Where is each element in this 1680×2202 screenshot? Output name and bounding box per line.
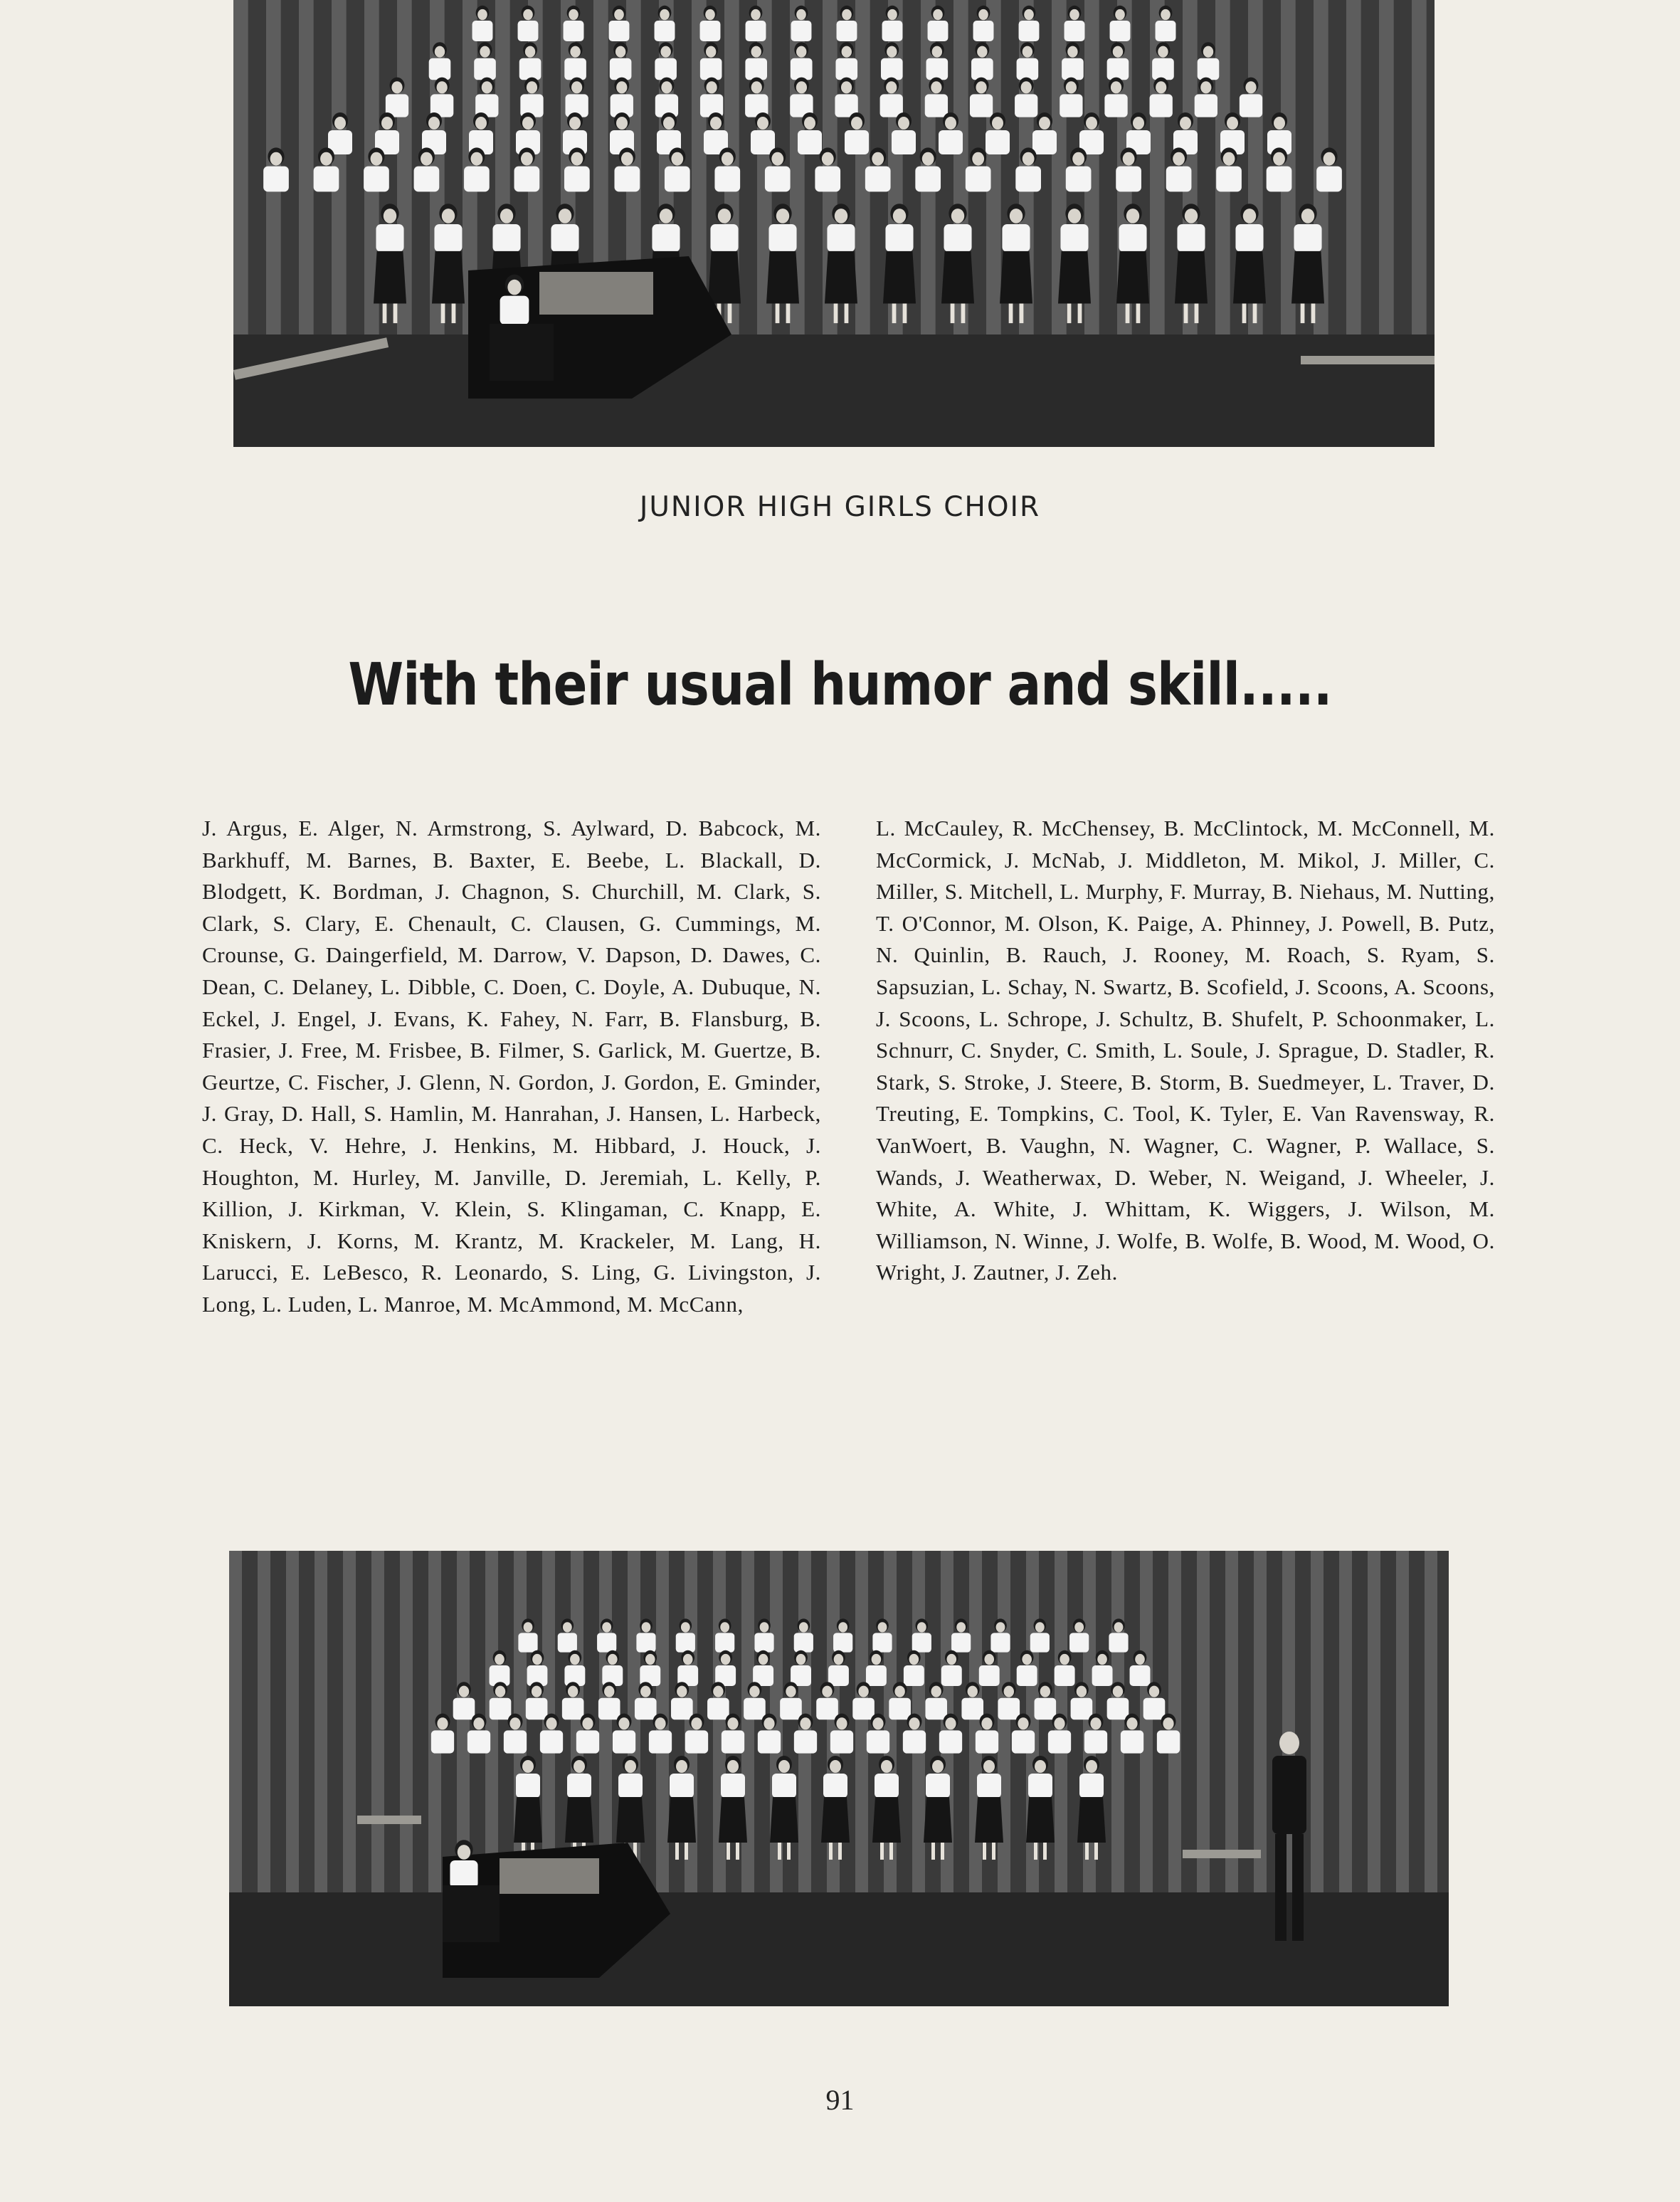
photo-caption: JUNIOR HIGH GIRLS CHOIR xyxy=(639,491,1041,523)
names-column-left: J. Argus, E. Alger, N. Armstrong, S. Aylward, D. Babcock, M. Barkhuff, M. Barnes, B. Baxter, E. Beebe, L. Blackall, D. Blodgett, K. Bordman, J. Chagnon, S. Churchill, M. Clark, S. Clark, S. Clary, E. Chenault, C. Clausen, G. Cummings, M. Crounse, G. Daingerfield, M. Darrow, V. Dapson, D. Dawes, C. Dean, C. Delaney, L. Dibble, C. Doen, C. Doyle, A. Dubuque, N. Eckel, J. Engel, J. Evans, K. Fahey, N. Farr, B. Flansburg, B. Frasier, J. Free, M. Frisbee, B. Filmer, S. Garlick, M. Guertze, B. Geurtze, C. Fischer, J. Glenn, N. Gordon, J. Gordon, E. Gminder, J. Gray, D. Hall, S. Hamlin, M. Hanrahan, J. Hansen, L. Harbeck, C. Heck, V. Hehre, J. Henkins, M. Hibbard, J. Houck, J. Houghton, M. Hurley, M. Janville, D. Jeremiah, L. Kelly, P. Killion, J. Kirkman, V. Klein, S. Klingaman, C. Knapp, E. Kniskern, J. Korns, M. Krantz, M. Krackeler, M. Lang, H. Larucci, E. LeBesco, R. Leonardo, S. Ling, G. Livingston, J. Long, L. Luden, L. Manroe, M. McAmmond, M. McCann, xyxy=(202,816,821,1317)
choir-photo-top xyxy=(233,0,1435,447)
names-column-right: L. McCauley, R. McChensey, B. McClintock, M. McConnell, M. McCormick, J. McNab, J. Middleton, M. Mikol, J. Miller, C. Miller, S. Mitchell, L. Murphy, F. Murray, B. Niehaus, M. Nutting, T. O'Connor, M. Olson, K. Paige, A. Phinney, J. Powell, B. Putz, N. Quinlin, B. Rauch, J. Rooney, M. Roach, S. Ryam, S. Sapsuzian, L. Schay, N. Swartz, B. Scofield, J. Scoons, A. Scoons, J. Scoons, L. Schrope, J. Schultz, B. Shufelt, P. Schoonmaker, L. Schnurr, C. Snyder, C. Smith, L. Soule, J. Sprague, D. Stadler, R. Stark, S. Stroke, J. Steere, B. Storm, B. Suedmeyer, L. Traver, D. Treuting, E. Tompkins, C. Tool, K. Tyler, E. Van Ravensway, R. VanWoert, B. Vaughn, N. Wagner, C. Wagner, P. Wallace, S. Wands, J. Weatherwax, D. Weber, N. Weigand, J. Wheeler, J. White, A. White, J. Whittam, K. Wiggers, J. Wilson, M. Williamson, N. Winne, J. Wolfe, B. Wolfe, B. Wood, M. Wood, O. Wright, J. Zautner, J. Zeh. xyxy=(876,816,1495,1285)
choir-photo-bottom xyxy=(229,1551,1449,2006)
stage-floor xyxy=(233,334,1435,447)
choir-photo-bottom-image xyxy=(229,1551,1449,2006)
page-headline: With their usual humor and skill..... xyxy=(348,651,1332,719)
choir-photo-top-image xyxy=(233,0,1435,447)
page-number: 91 xyxy=(825,2084,855,2116)
